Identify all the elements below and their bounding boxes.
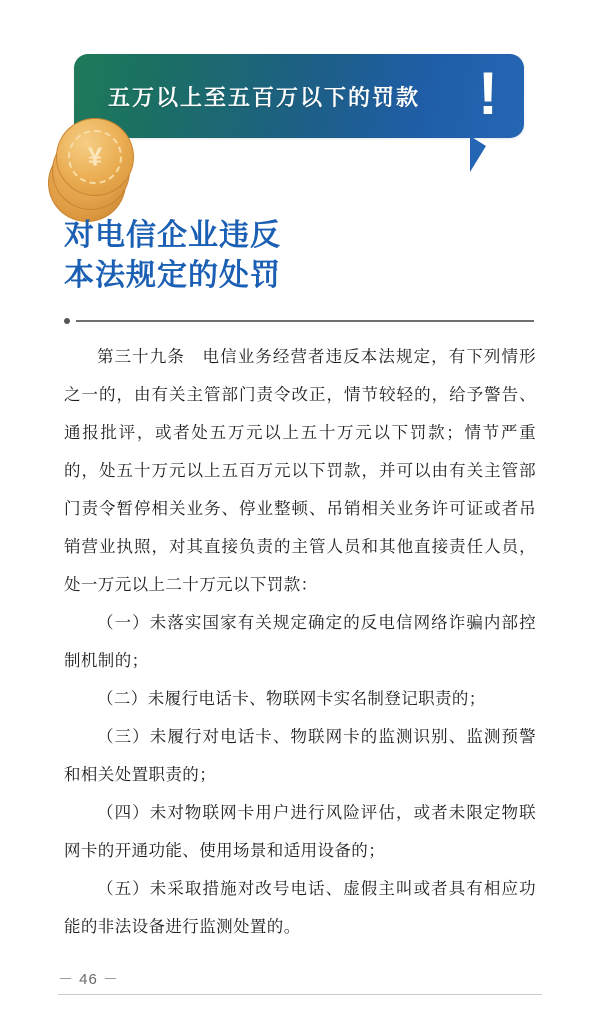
coin-currency-symbol: ¥ [87, 141, 103, 172]
article-body [64, 338, 536, 946]
page-number: － 46 － [58, 971, 120, 988]
paragraph-item-2: （二）未履行电话卡、物联网卡实名制登记职责的； [97, 689, 486, 708]
exclamation-mark-icon: ! [478, 60, 498, 127]
banner-bubble-tail [470, 136, 486, 172]
page-title [64, 216, 534, 296]
footer-rule [58, 994, 542, 995]
banner-title: 五万以上至五百万以下的罚款 [107, 84, 420, 110]
paragraph-item-1: （一）未落实国家有关规定确定的反电信网络诈骗内部控制机制的； [64, 613, 536, 670]
coin-stack-icon [42, 104, 152, 214]
paragraph-item-5: （五）未采取措施对改号电话、虚假主叫或者具有相应功能的非法设备进行监测处置的。 [64, 879, 536, 936]
page-footer [0, 968, 600, 990]
section-divider [64, 318, 534, 324]
banner-section [0, 46, 600, 196]
paragraph-item-4: （四）未对物联网卡用户进行风险评估，或者未限定物联网卡的开通功能、使用场景和适用设备的； [64, 803, 536, 860]
coin-top-icon [56, 118, 134, 196]
page-title-line-2: 本法规定的处罚 [64, 259, 281, 292]
divider-dot [64, 318, 70, 324]
paragraph-article-39: 第三十九条 电信业务经营者违反本法规定，有下列情形之一的，由有关主管部门责令改正，情节较轻的，给予警告、通报批评，或者处五万元以上五十万元以下罚款；情节严重的，处五十万元以上五百万元以下罚款，并可以由有关主管部门责令暂停相关业务、停业整顿、吊销相关业务许可证或者吊销营业执照，对其直接负责的主管人员和其他直接责任人员，处一万元以上二十万元以下罚款： [64, 347, 536, 594]
paragraph-item-3: （三）未履行对电话卡、物联网卡的监测识别、监测预警和相关处置职责的； [64, 727, 536, 784]
divider-rule [76, 320, 534, 322]
page-title-line-1: 对电信企业违反 [64, 219, 281, 252]
